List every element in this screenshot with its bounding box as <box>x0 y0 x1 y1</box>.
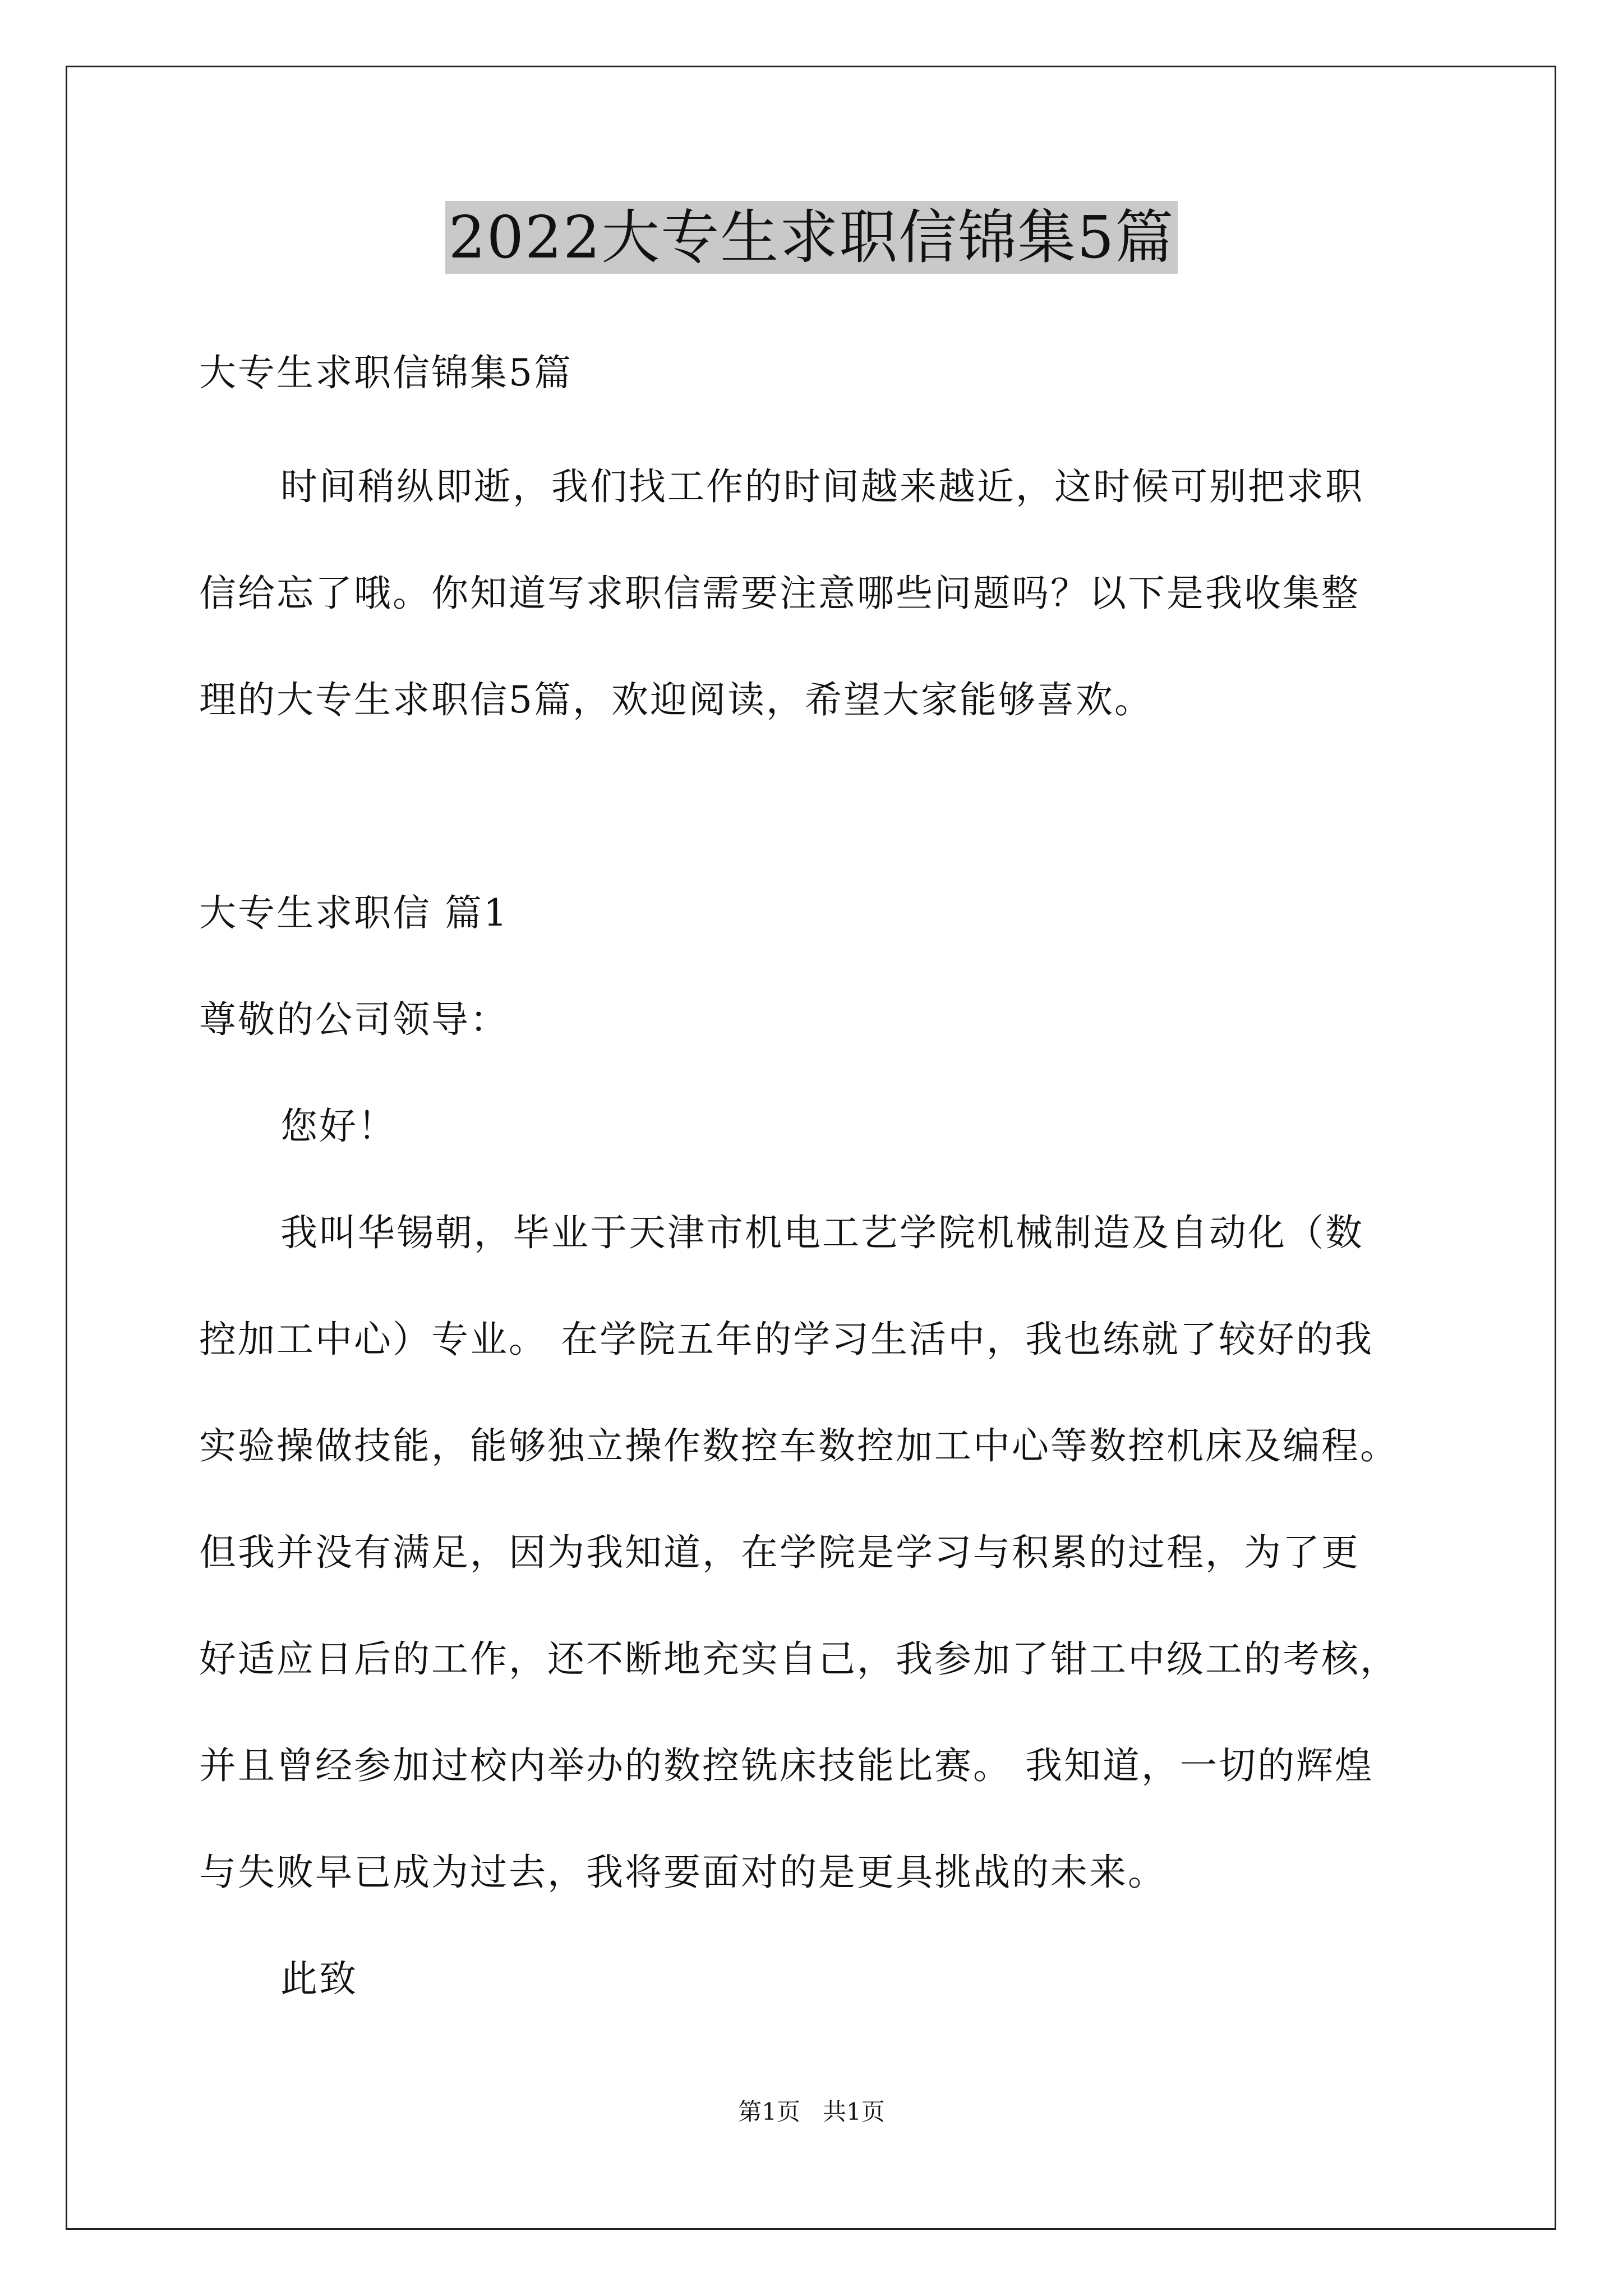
greeting: 您好！ <box>280 1105 396 1148</box>
closing: 此致 <box>280 1957 358 2000</box>
page-footer <box>0 2098 1623 2126</box>
title-container <box>0 201 1623 274</box>
body-line-1: 我叫华锡朝，毕业于天津市机电工艺学院机械制造及自动化（数 <box>280 1211 1364 1254</box>
salutation: 尊敬的公司领导： <box>199 998 509 1041</box>
body-line-7: 与失败早已成为过去，我将要面对的是更具挑战的未来。 <box>199 1851 1166 1894</box>
body-line-4: 但我并没有满足，因为我知道，在学院是学习与积累的过程，为了更 <box>199 1531 1360 1574</box>
section-heading: 大专生求职信 篇1 <box>199 891 509 935</box>
intro-line-2: 信给忘了哦。你知道写求职信需要注意哪些问题吗？以下是我收集整 <box>199 572 1360 615</box>
body-line-6: 并且曾经参加过校内举办的数控铣床技能比赛。 我知道，一切的辉煌 <box>199 1744 1373 1787</box>
document-title: 2022大专生求职信锦集5篇 <box>445 201 1178 274</box>
intro-line-1: 时间稍纵即逝，我们找工作的时间越来越近，这时候可别把求职 <box>280 465 1364 508</box>
intro-line-3: 理的大专生求职信5篇，欢迎阅读，希望大家能够喜欢。 <box>199 678 1153 721</box>
page-number: 第1页 <box>738 2098 800 2125</box>
body-line-5: 好适应日后的工作，还不断地充实自己，我参加了钳工中级工的考核， <box>199 1637 1399 1681</box>
document-subtitle: 大专生求职信锦集5篇 <box>199 351 573 394</box>
body-line-2: 控加工中心）专业。 在学院五年的学习生活中，我也练就了较好的我 <box>199 1318 1373 1361</box>
page-total: 共1页 <box>823 2098 885 2125</box>
body-line-3: 实验操做技能，能够独立操作数控车数控加工中心等数控机床及编程。 <box>199 1424 1399 1467</box>
